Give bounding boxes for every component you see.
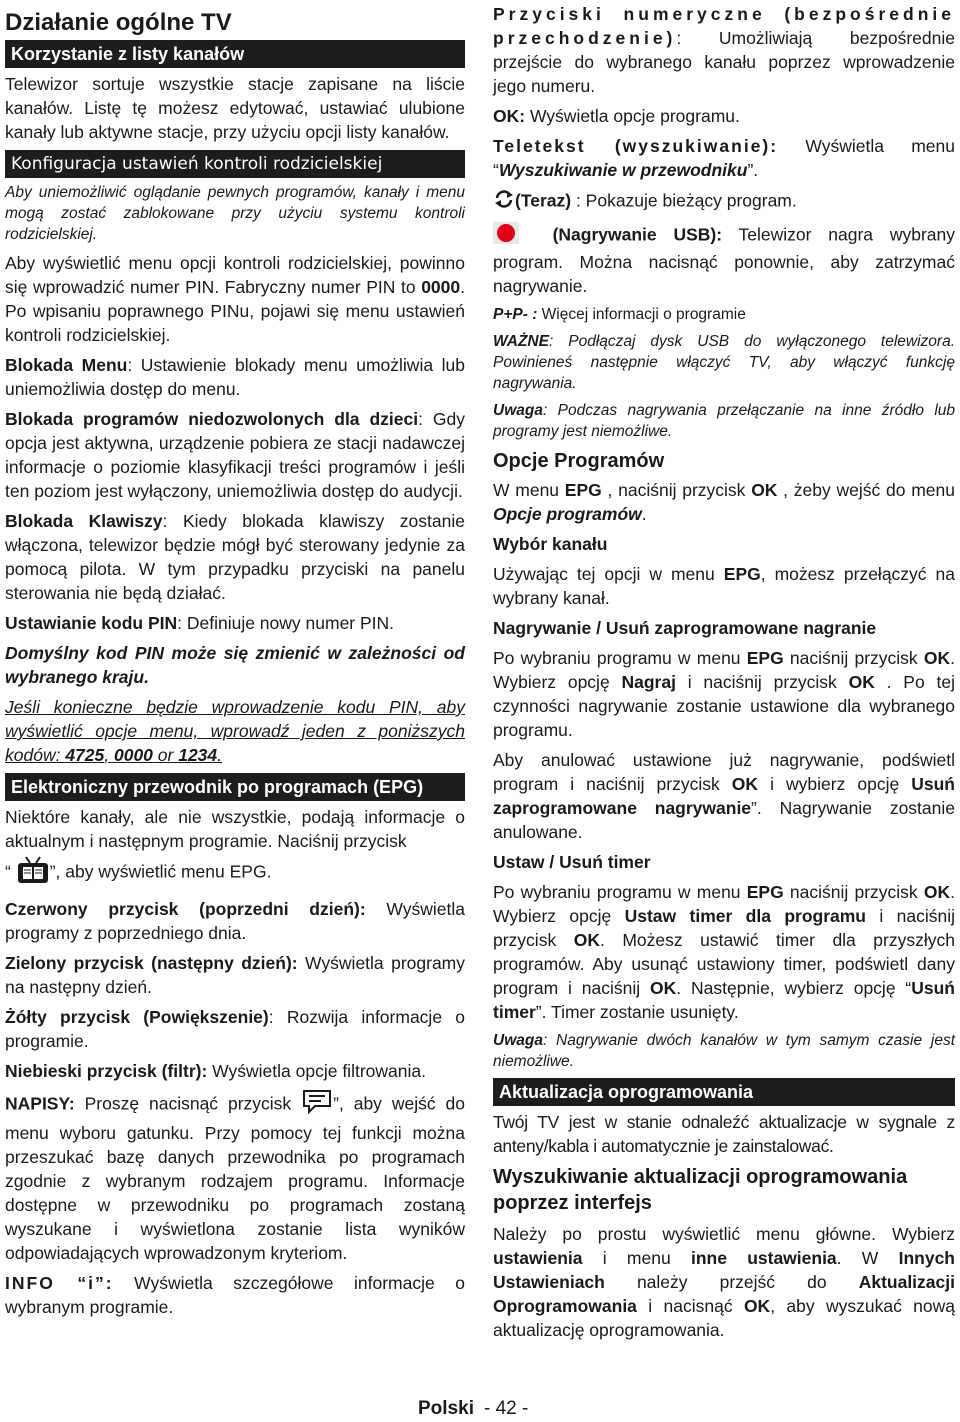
section-epg: Elektroniczny przewodnik po programach (EPG) (5, 773, 465, 801)
heading-timer: Ustaw / Usuń timer (493, 852, 651, 872)
page-title: Działanie ogólne TV (5, 9, 232, 36)
footer-language: Polski (418, 1398, 474, 1419)
key-lock-text: Blokada Klawiszy: Kiedy blokada klawiszy zostanie włączona, telewizor będzie mógł być sterowany jedynie za pomocą pilota. W tym przypadku przyciski na panelu sterowania nie będą działać. (5, 511, 465, 603)
blue-button-text: Niebieski przycisk (filtr): Wyświetla opcje filtrowania. (5, 1061, 426, 1081)
default-pin-note: Domyślny kod PIN może się zmienić w zależności od wybranego kraju. (5, 643, 465, 687)
pin-codes-note: Jeśli konieczne będzie wprowadzenie kodu PIN, aby wyświetlić opcje menu, wprowadź jeden z poniższych kodów: 4725, 0000 or 1234. (5, 697, 465, 765)
heading-update-ui: Wyszukiwanie aktualizacji oprogramowania poprzez interfejs (493, 1166, 908, 1214)
update-text: Twój TV jest w stanie odnaleźć aktualizacje w sygnale z anteny/kabla i automatycznie je zainstalować. (493, 1112, 955, 1156)
green-button-text: Zielony przycisk (następny dzień): Wyświetla programy na następny dzień. (5, 953, 465, 997)
note-recording-source: Uwaga: Podczas nagrywania przełączanie na inne źródło lub programy jest niemożliwe. (493, 402, 955, 440)
epg-intro: Niektóre kanały, ale nie wszystkie, podają informacje o aktualnym i następnym programie. Naciśnij przycisk (5, 807, 465, 851)
section-channel-list: Korzystanie z listy kanałów (5, 40, 465, 68)
mature-lock-text: Blokada programów niedozwolonych dla dzieci: Gdy opcja jest aktywna, urządzenie pobiera ze stacji nadawczej informacje o poziomie klasyfikacji treści programów i jeśli ten poziom jest wyłączony, uniemożliwia dostęp do audycji. (5, 409, 465, 501)
heading-channel-select: Wybór kanału (493, 534, 608, 554)
yellow-button-text: Żółty przycisk (Powiększenie): Rozwija informacje o programie. (5, 1007, 465, 1051)
subtitles-text: NAPISY: Proszę nacisnąć przycisk ”, aby wejść do menu wyboru gatunku. Przy pomocy tej funkcji można przeszukać bazę danych przewodnika po programach zgodnie z wybranym rodzajem programu. Informacje dostępne w przewodniku po programach zostaną wyszukane i wyświetlona zostanie lista wyników odpowiadających wprowadzonym kryteriom. (5, 1089, 465, 1265)
channel-list-text: Telewizor sortuje wszystkie stacje zapisane na liście kanałów. Listę tę możesz edytować, ustawiać ulubione kanały lub aktywne stacje, przy użyciu opcji listy kanałów. (5, 74, 465, 142)
usb-record-text: (Nagrywanie USB): Telewizor nagra wybrany program. Można nacisnąć ponownie, aby zatrzymać nagrywanie. (493, 222, 955, 298)
timer-text: Po wybraniu programu w menu EPG naciśnij przycisk OK. Wybierz opcję Ustaw timer dla programu i naciśnij przycisk OK. Możesz ustawić timer dla przyszłych programów. Aby usunąć ustawiony timer, podświetl dany program i naciśnij OK. Następnie, wybierz opcję “Usuń timer”. Timer zostanie usunięty. (493, 882, 955, 1022)
swap-now-icon (493, 188, 515, 216)
program-options-text: W menu EPG , naciśnij przycisk OK , żeby wejść do menu Opcje programów. (493, 480, 955, 524)
record-dot-icon (493, 222, 519, 250)
section-software-update: Aktualizacja oprogramowania (493, 1078, 955, 1106)
important-note: WAŻNE: Podłączaj dysk USB do wyłączonego telewizora. Powinieneś następnie włączyć TV, aby włączyć funkcję nagrywania. (493, 333, 955, 392)
left-column (5, 0, 465, 1325)
parental-pin-text: Aby wyświetlić menu opcji kontroli rodzicielskiej, powinno się wprowadzić numer PIN. Fabryczny numer PIN to 0000. Po wpisaniu poprawnego PINu, pojawi się menu ustawień kontroli rodzicielskiej. (5, 253, 465, 345)
epg-guide-icon (16, 855, 50, 891)
record-text: Po wybraniu programu w menu EPG naciśnij przycisk OK. Wybierz opcję Nagraj i naciśnij przycisk OK . Po tej czynności nagrywanie zostanie ustawione dla wybranego programu. (493, 648, 955, 740)
note-two-channels: Uwaga: Nagrywanie dwóch kanałów w tym samym czasie jest niemożliwe. (493, 1032, 955, 1070)
cancel-record-text: Aby anulować ustawione już nagrywanie, podświetl program i naciśnij przycisk OK i wybierz opcję Usuń zaprogramowane nagrywanie”. Nagrywanie zostanie anulowane. (493, 750, 955, 842)
set-pin-text: Ustawianie kodu PIN: Definiuje nowy numer PIN. (5, 613, 395, 633)
red-button-text: Czerwony przycisk (poprzedni dzień): Wyświetla programy z poprzedniego dnia. (5, 899, 465, 943)
info-text: INFO “i”: Wyświetla szczegółowe informacje o wybranym programie. (5, 1273, 465, 1317)
channel-select-text: Używając tej opcji w menu EPG, możesz przełączyć na wybrany kanał. (493, 564, 956, 608)
page-number: - 42 - (483, 1398, 529, 1419)
numeric-buttons-text: Przyciski numeryczne (bezpośrednie przechodzenie): Umożliwiają bezpośrednie przejście do wybranego kanału poprzez wprowadzenie jego numeru. (493, 4, 955, 96)
parental-intro: Aby uniemożliwić oglądanie pewnych programów, kanały i menu mogą zostać zablokowane przy użyciu systemu kontroli rodzicielskiej. (5, 184, 465, 243)
menu-lock-text: Blokada Menu: Ustawienie blokady menu umożliwia lub uniemożliwia dostęp do menu. (5, 355, 465, 399)
ok-text: OK: Wyświetla opcje programu. (493, 106, 740, 126)
subtitle-icon (301, 1089, 333, 1121)
update-ui-text: Należy po prostu wyświetlić menu główne. Wybierz ustawienia i menu inne ustawienia. W Innych Ustawieniach należy przejść do Aktualizacji Oprogramowania i nacisnąć OK, aby wyszukać nową aktualizację oprogramowania. (493, 1224, 956, 1340)
epg-intro-icon-line: “ ”, aby wyświetlić menu EPG. (5, 855, 465, 891)
section-parental: Konfiguracja ustawień kontroli rodzicielskiej (5, 150, 465, 178)
pp-text: P+P- : Więcej informacji o programie (493, 306, 746, 323)
heading-record-delete: Nagrywanie / Usuń zaprogramowane nagranie (493, 618, 877, 638)
page-footer (418, 1396, 528, 1422)
teletext-text: Teletekst (wyszukiwanie): Wyświetla menu “Wyszukiwanie w przewodniku”. (493, 136, 955, 180)
right-column (493, 0, 955, 1348)
now-text: (Teraz) : Pokazuje bieżący program. (493, 188, 955, 216)
heading-program-options: Opcje Programów (493, 450, 665, 472)
